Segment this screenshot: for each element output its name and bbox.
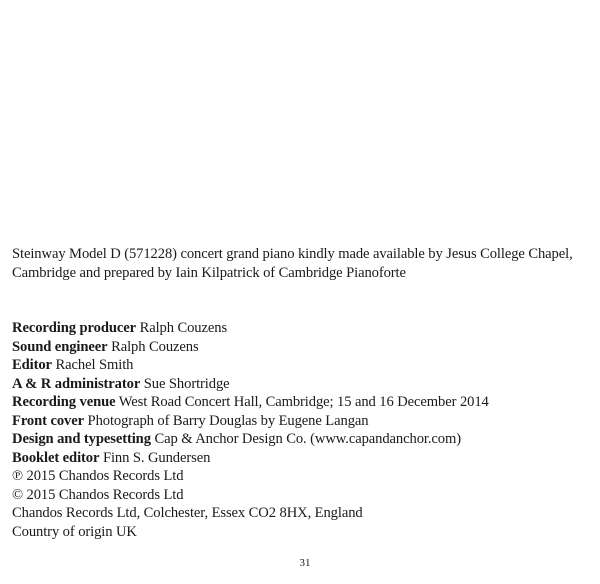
credit-value: West Road Concert Hall, Cambridge; 15 and 16 December 2014 — [118, 394, 489, 410]
phonogram-notice: ℗ 2015 Chandos Records Ltd — [12, 468, 184, 484]
credit-label: Front cover — [12, 412, 84, 429]
credit-value: Ralph Couzens — [139, 320, 228, 336]
credit-ar-administrator — [12, 375, 598, 394]
credit-value: Finn S. Gundersen — [102, 449, 211, 466]
credit-design-typesetting — [12, 430, 598, 449]
credit-sound-engineer — [12, 338, 598, 357]
credit-label: A & R administrator — [12, 375, 141, 392]
credit-label: Recording producer — [12, 320, 136, 336]
credit-label: Editor — [12, 357, 52, 373]
credit-recording-venue — [12, 393, 598, 412]
copyright-notice: © 2015 Chandos Records Ltd — [12, 486, 184, 503]
credit-editor — [12, 356, 598, 375]
credit-label: Sound engineer — [12, 338, 108, 355]
piano-acknowledgement-line-1: Steinway Model D (571228) concert grand piano kindly made available by Jesus College Chapel, — [12, 246, 573, 262]
credit-recording-producer — [12, 319, 598, 338]
piano-acknowledgement-line-2: Cambridge and prepared by Iain Kilpatrick of Cambridge Pianoforte — [12, 264, 406, 281]
credit-value: Ralph Couzens — [111, 338, 199, 355]
piano-acknowledgement — [12, 245, 598, 282]
page-number: 31 — [299, 557, 311, 569]
credit-label: Booklet editor — [12, 449, 100, 466]
credit-value: Cap & Anchor Design Co. (www.capandanchor.com) — [154, 431, 461, 447]
label-address: Chandos Records Ltd, Colchester, Essex CO2 8HX, England — [12, 505, 363, 521]
credit-label: Recording venue — [12, 394, 116, 410]
country-of-origin: Country of origin UK — [12, 523, 137, 540]
credit-value: Photograph of Barry Douglas by Eugene Langan — [87, 412, 369, 429]
credit-value: Rachel Smith — [55, 357, 134, 373]
credit-value: Sue Shortridge — [143, 375, 230, 392]
credit-booklet-editor — [12, 449, 598, 468]
credit-label: Design and typesetting — [12, 431, 151, 447]
production-credits — [12, 319, 598, 541]
credit-front-cover — [12, 412, 598, 431]
